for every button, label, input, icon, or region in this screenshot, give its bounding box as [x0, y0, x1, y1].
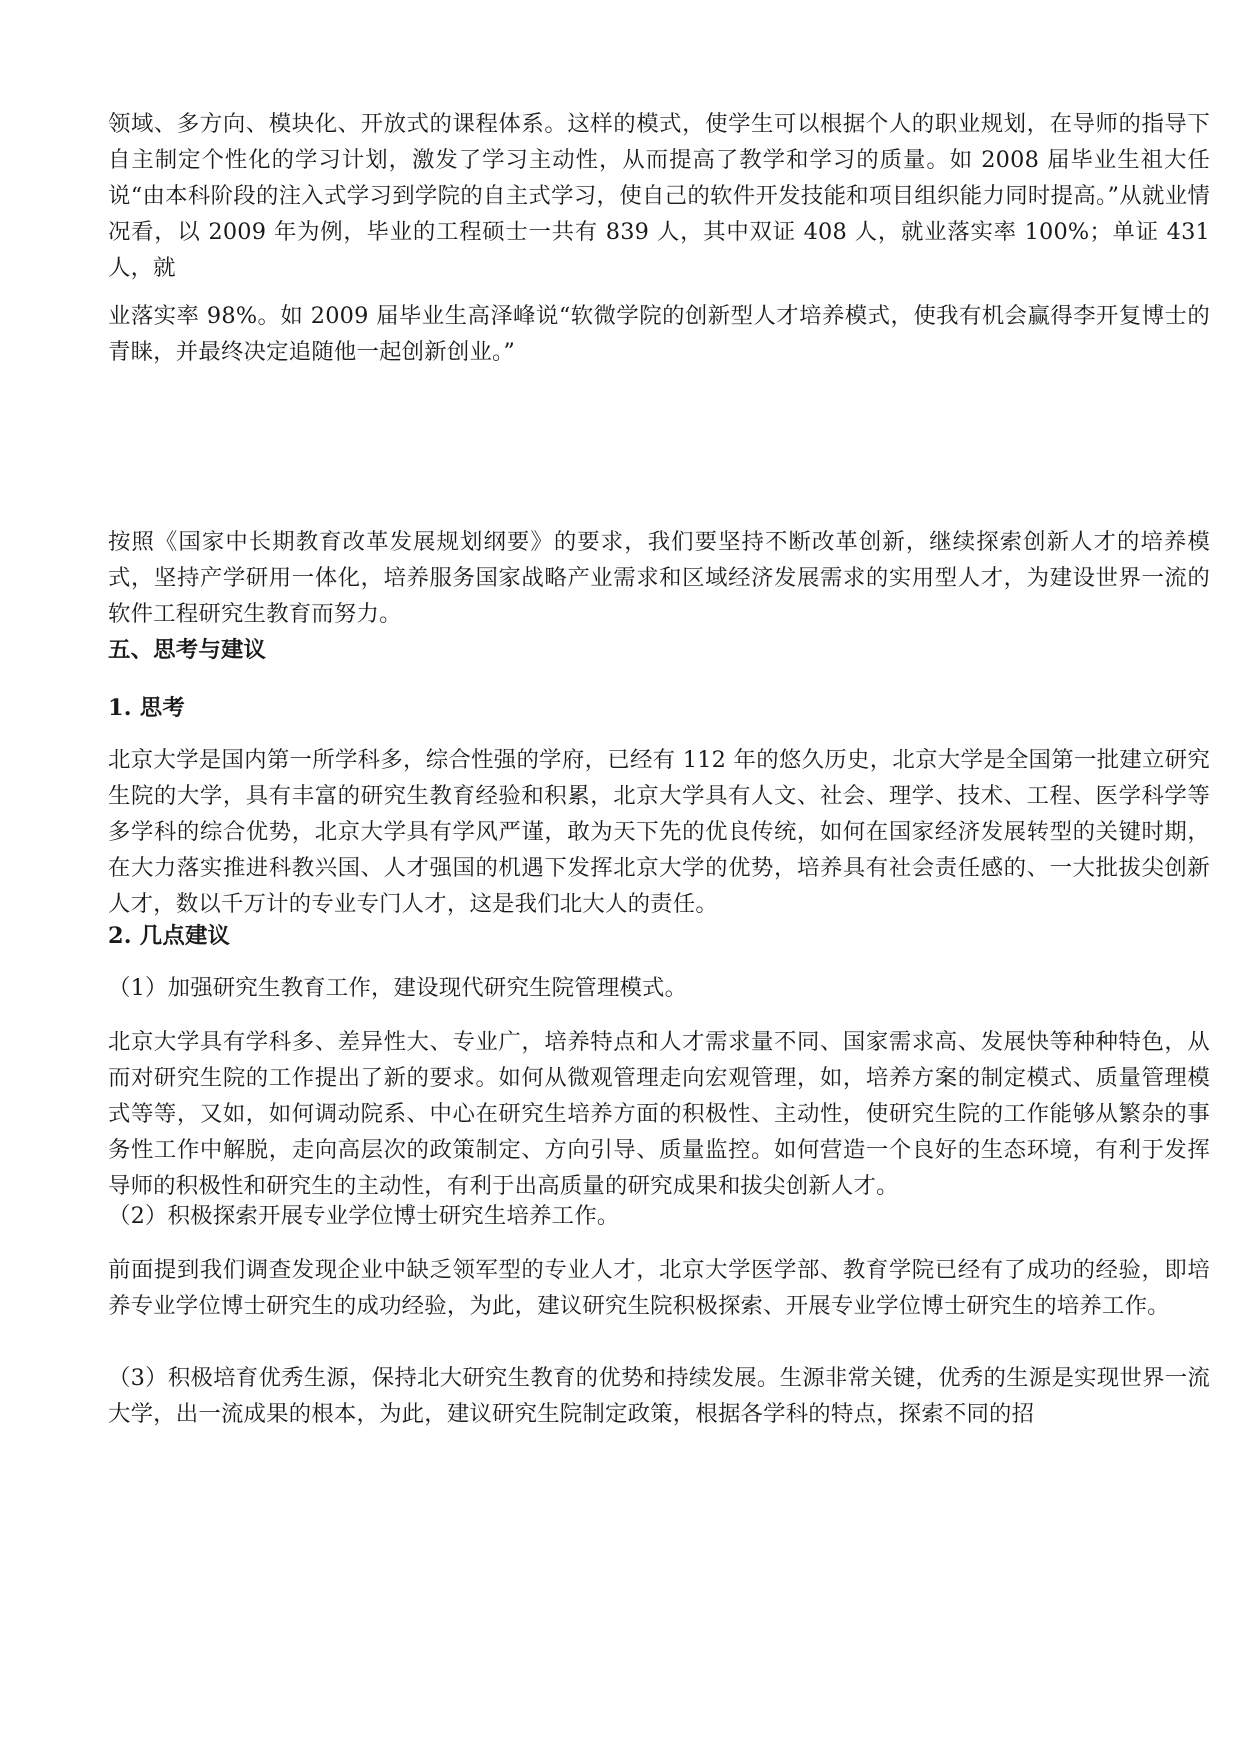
suggestion-1-title: （1）加强研究生教育工作，建设现代研究生院管理模式。	[108, 975, 688, 1001]
subheading-thoughts: 1. 思考	[108, 695, 185, 721]
document-page	[108, 0, 1210, 1754]
subheading-suggestions: 2. 几点建议	[108, 923, 231, 949]
paragraph-employment-continued: 业落实率 98%。如 2009 届毕业生高泽峰说“软微学院的创新型人才培养模式，使我有机会赢得李开复博士的青睐，并最终决定追随他一起创新创业。”	[108, 303, 1210, 365]
suggestion-1-body: 北京大学具有学科多、差异性大、专业广，培养特点和人才需求量不同、国家需求高、发展快等种种特色，从而对研究生院的工作提出了新的要求。如何从微观管理走向宏观管理，如，培养方案的制定模式、质量管理模式等等，又如，如何调动院系、中心在研究生培养方面的积极性、主动性，使研究生院的工作能够从繁杂的事务性工作中解脱，走向高层次的政策制定、方向引导、质量监控。如何营造一个良好的生态环境，有利于发挥导师的积极性和研究生的主动性，有利于出高质量的研究成果和拔尖创新人才。	[108, 1029, 1210, 1199]
suggestion-2-body: 前面提到我们调查发现企业中缺乏领军型的专业人才，北京大学医学部、教育学院已经有了成功的经验，即培养专业学位博士研究生的成功经验，为此，建议研究生院积极探索、开展专业学位博士研究生的培养工作。	[108, 1257, 1210, 1319]
suggestion-2-title: （2）积极探索开展专业学位博士研究生培养工作。	[108, 1203, 620, 1229]
section-heading-thoughts-suggestions: 五、思考与建议	[108, 637, 267, 663]
paragraph-peking-university-advantages: 北京大学是国内第一所学科多，综合性强的学府，已经有 112 年的悠久历史，北京大学是全国第一批建立研究生院的大学，具有丰富的研究生教育经验和积累，北京大学具有人文、社会、理学、技术、工程、医学科学等多学科的综合优势，北京大学具有学风严谨，敢为天下先的优良传统，如何在国家经济发展转型的关键时期，在大力落实推进科教兴国、人才强国的机遇下发挥北京大学的优势，培养具有社会责任感的、一大批拔尖创新人才，数以千万计的专业专门人才，这是我们北大人的责任。	[108, 747, 1210, 917]
suggestion-3: （3）积极培育优秀生源，保持北大研究生教育的优势和持续发展。生源非常关键，优秀的生源是实现世界一流大学，出一流成果的根本，为此，建议研究生院制定政策，根据各学科的特点，探索不同的招	[108, 1365, 1210, 1427]
paragraph-curriculum-system: 领域、多方向、模块化、开放式的课程体系。这样的模式，使学生可以根据个人的职业规划，在导师的指导下自主制定个性化的学习计划，激发了学习主动性，从而提高了教学和学习的质量。如 2008 届毕业生祖大任说“由本科阶段的注入式学习到学院的自主式学习，使自己的软件开发技能和项目组织能力同时提高。”从就业情况看，以 2009 年为例，毕业的工程硕士一共有 839 人，其中双证 408 人，就业落实率 100%；单证 431 人，就	[108, 111, 1210, 281]
paragraph-reform-plan: 按照《国家中长期教育改革发展规划纲要》的要求，我们要坚持不断改革创新，继续探索创新人才的培养模式，坚持产学研用一体化，培养服务国家战略产业需求和区域经济发展需求的实用型人才，为建设世界一流的软件工程研究生教育而努力。	[108, 529, 1210, 627]
